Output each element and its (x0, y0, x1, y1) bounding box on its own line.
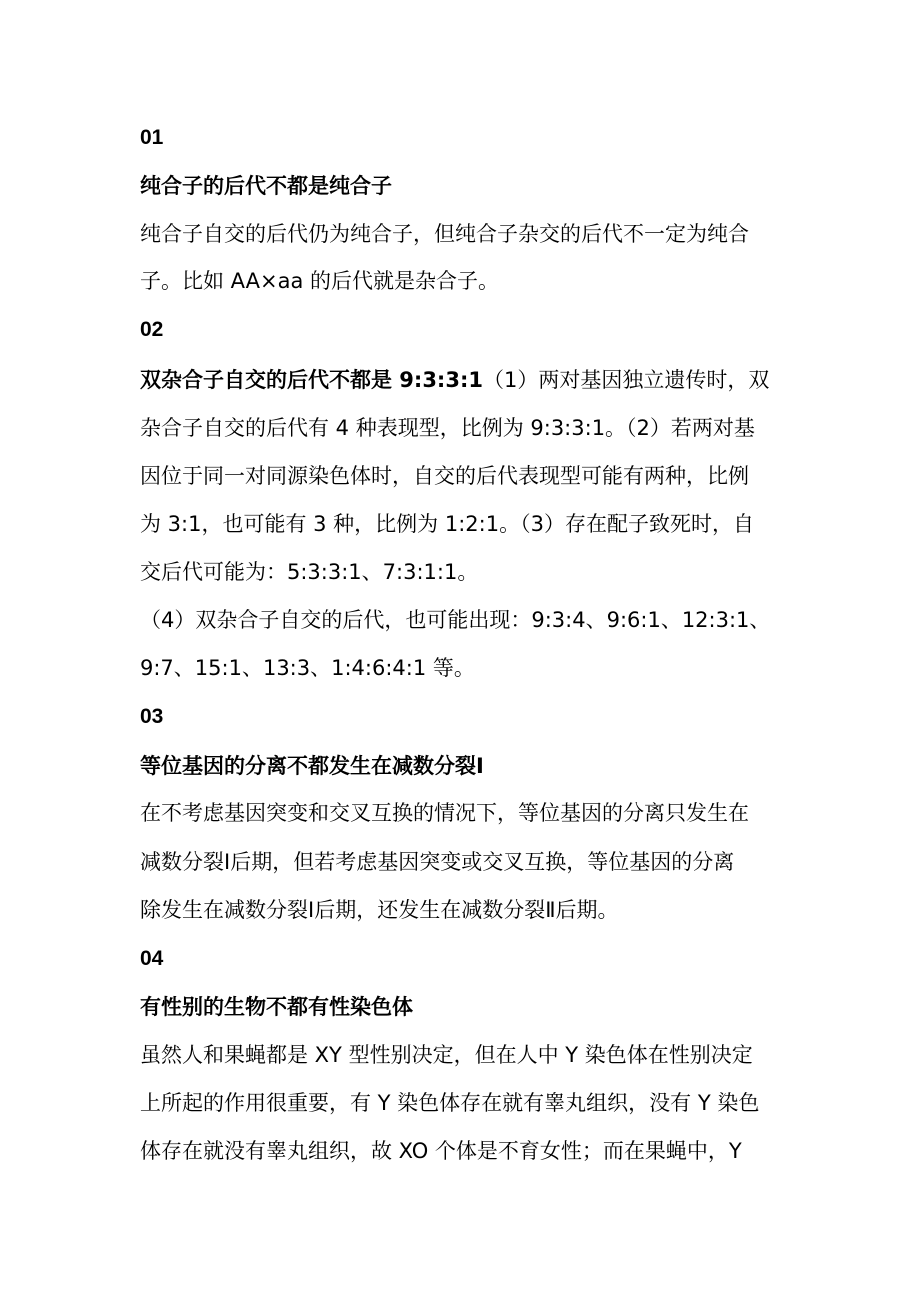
paragraph-line: 除发生在减数分裂Ⅰ后期，还发生在减数分裂Ⅱ后期。 (140, 898, 619, 922)
section-number: 02 (140, 318, 164, 341)
heading-line (140, 366, 790, 394)
section-heading: 等位基因的分离不都发生在减数分裂Ⅰ (140, 754, 484, 778)
section-heading: 双杂合子自交的后代不都是 9:3:3:1 (140, 368, 483, 392)
paragraph-line: 为 3:1，也可能有 3 种，比例为 1:2:1。（3）存在配子致死时，自 (140, 512, 754, 536)
paragraph-line: （4）双杂合子自交的后代，也可能出现：9:3:4、9:6:1、12:3:1、 (140, 608, 771, 632)
paragraph-line: 因位于同一对同源染色体时，自交的后代表现型可能有两种，比例 (140, 464, 749, 488)
section-number: 04 (140, 947, 164, 970)
paragraph-text: （1）两对基因独立遗传时，双 (482, 368, 770, 392)
paragraph-line: 杂合子自交的后代有 4 种表现型，比例为 9:3:3:1。（2）若两对基 (140, 416, 755, 440)
section-number: 01 (140, 126, 164, 149)
paragraph-line: 子。比如 AA×aa 的后代就是杂合子。 (140, 269, 499, 293)
paragraph-line: 9:7、15:1、13:3、1:4:6:4:1 等。 (140, 656, 475, 680)
paragraph-line: 纯合子自交的后代仍为纯合子，但纯合子杂交的后代不一定为纯合 (140, 222, 749, 246)
paragraph-line: 在不考虑基因突变和交叉互换的情况下，等位基因的分离只发生在 (140, 801, 749, 825)
paragraph-line: 体存在就没有睾丸组织，故 XO 个体是不育女性；而在果蝇中，Y (140, 1139, 742, 1163)
paragraph-line: 减数分裂Ⅰ后期，但若考虑基因突变或交叉互换，等位基因的分离 (140, 850, 735, 874)
paragraph-line: 虽然人和果蝇都是 XY 型性别决定，但在人中 Y 染色体在性别决定 (140, 1043, 753, 1067)
paragraph-line: 上所起的作用很重要，有 Y 染色体存在就有睾丸组织，没有 Y 染色 (140, 1091, 760, 1115)
paragraph-line: 交后代可能为：5:3:3:1、7:3:1:1。 (140, 560, 479, 584)
section-heading: 纯合子的后代不都是纯合子 (140, 174, 392, 198)
section-number: 03 (140, 705, 164, 728)
section-heading: 有性别的生物不都有性染色体 (140, 995, 413, 1019)
